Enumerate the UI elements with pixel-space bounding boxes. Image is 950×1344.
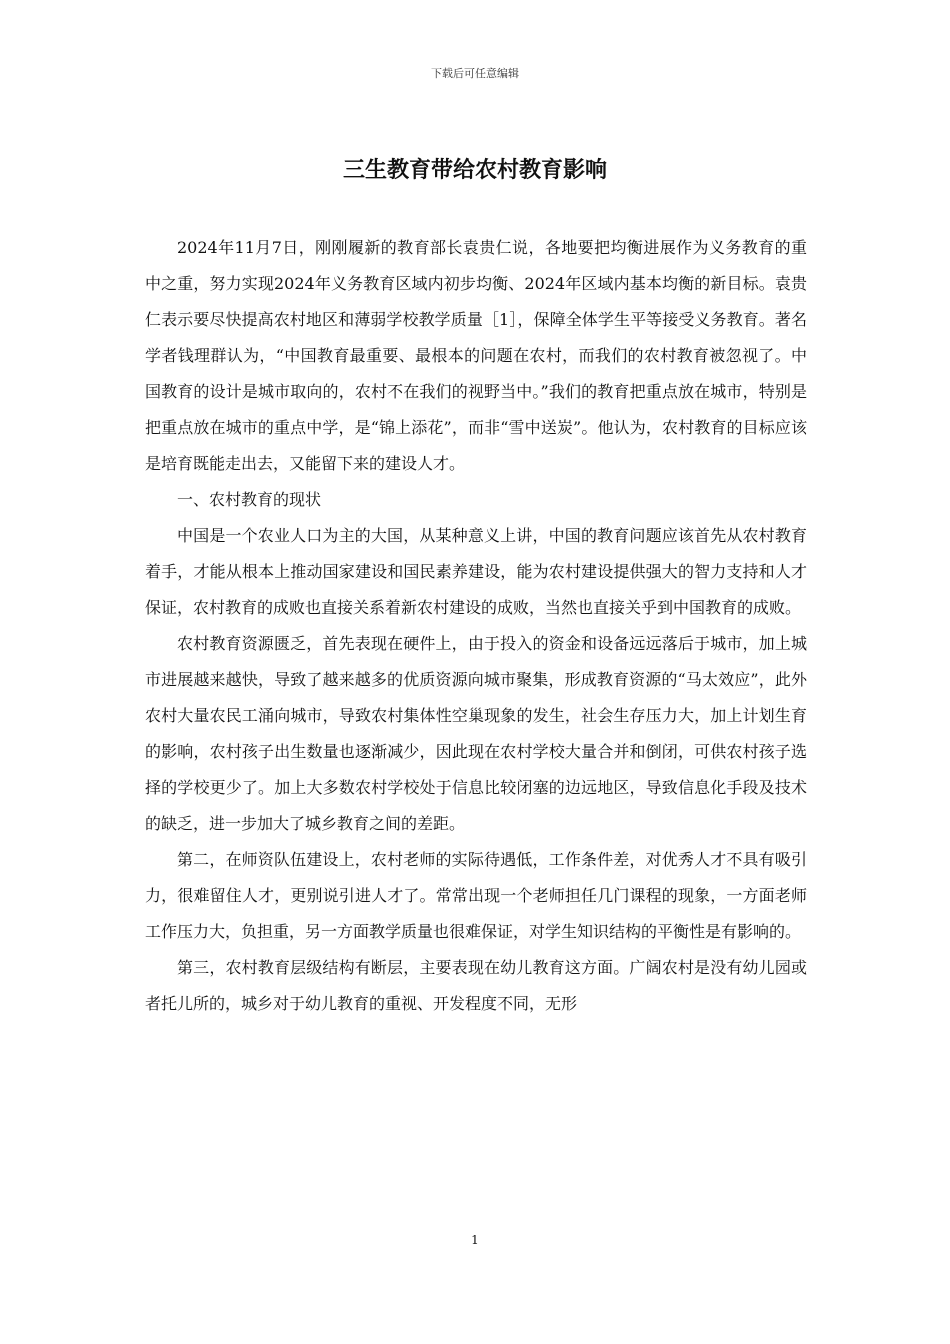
paragraph-structure: 第三，农村教育层级结构有断层，主要表现在幼儿教育这方面。广阔农村是没有幼儿园或者托儿所的，城乡对于幼儿教育的重视、开发程度不同，无形: [145, 958, 807, 1013]
paragraph-rural-importance: 中国是一个农业人口为主的大国，从某种意义上讲，中国的教育问题应该首先从农村教育着手，才能从根本上推动国家建设和国民素养建设，能为农村建设提供强大的智力支持和人才保证，农村教育的成败也直接关系着新农村建设的成败，当然也直接关乎到中国教育的成败。: [145, 526, 807, 617]
page-header-note: 下载后可任意编辑: [431, 67, 519, 80]
paragraph-teachers: 第二，在师资队伍建设上，农村老师的实际待遇低，工作条件差，对优秀人才不具有吸引力，很难留住人才，更别说引进人才了。常常出现一个老师担任几门课程的现象，一方面老师工作压力大，负担重，另一方面教学质量也很难保证，对学生知识结构的平衡性是有影响的。: [145, 850, 807, 941]
document-title: 三生教育带给农村教育影响: [342, 157, 607, 183]
page-number: 1: [471, 1233, 479, 1247]
section-heading-status: 一、农村教育的现状: [177, 490, 322, 509]
paragraph-resources: 农村教育资源匮乏，首先表现在硬件上，由于投入的资金和设备远远落后于城市，加上城市进展越来越快，导致了越来越多的优质资源向城市聚集，形成教育资源的“马太效应”，此外农村大量农民工涌向城市，导致农村集体性空巢现象的发生，社会生存压力大，加上计划生育的影响，农村孩子出生数量也逐渐减少，因此现在农村学校大量合并和倒闭，可供农村孩子选择的学校更少了。加上大多数农村学校处于信息比较闭塞的边远地区，导致信息化手段及技术的缺乏，进一步加大了城乡教育之间的差距。: [145, 634, 807, 833]
document-body: [145, 230, 807, 1022]
paragraph-intro: 2024年11月7日，刚刚履新的教育部长袁贵仁说，各地要把均衡进展作为义务教育的重中之重，努力实现2024年义务教育区域内初步均衡、2024年区域内基本均衡的新目标。袁贵仁表示要尽快提高农村地区和薄弱学校教学质量［1］，保障全体学生平等接受义务教育。著名学者钱理群认为，“中国教育最重要、最根本的问题在农村，而我们的农村教育被忽视了。中国教育的设计是城市取向的，农村不在我们的视野当中。”我们的教育把重点放在城市，特别是把重点放在城市的重点中学，是“锦上添花”，而非“雪中送炭”。他认为，农村教育的目标应该是培育既能走出去，又能留下来的建设人才。: [145, 238, 807, 473]
